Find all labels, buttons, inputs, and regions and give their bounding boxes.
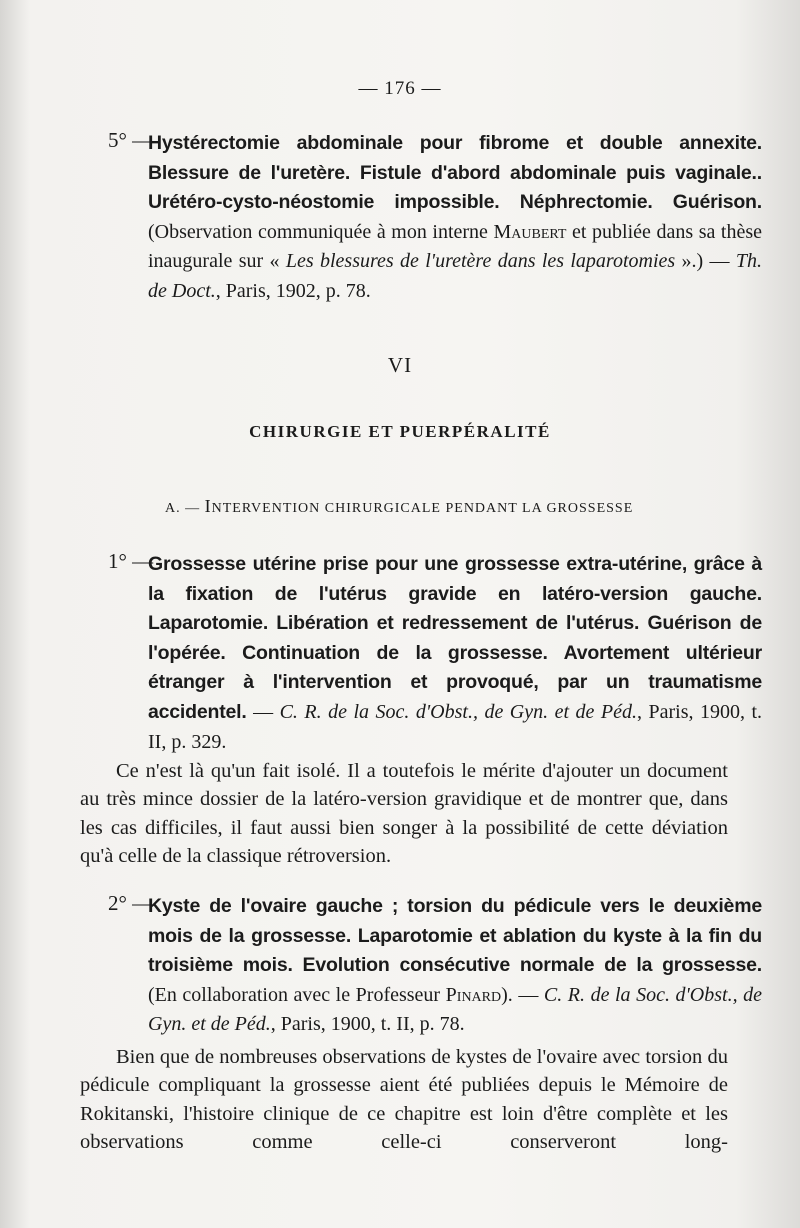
author-name: Maubert [493,220,567,243]
entry-body [148,549,762,756]
reference-text: ). — [501,983,539,1006]
reference-journal: C. R. de la Soc. d'Obst., de Gyn. et de Péd. [148,983,763,1036]
subsection-title [165,496,633,517]
entry-title: Hystérectomie abdominale pour fibrome et double annexite. Blessure de l'uretère. Fistule d'abord abdominale puis vaginale.. Urétéro-cysto-néostomie impossible. Néphrectomie. Guérison. [148,132,762,214]
reference-text: , Paris, 1900, t. II, p. 78. [270,1013,465,1036]
reference-text: (En collaboration avec le Professeur [148,983,441,1006]
reference-text: , Paris, 1900, t. II, p. 329. [148,700,763,753]
reference-text: , Paris, 1902, p. 78. [215,279,371,302]
reference-journal: Th. de Doct. [148,250,762,302]
reference-text: (Observation communiquée à mon interne [148,220,488,243]
author-name: Pinard [445,983,502,1006]
reference-text: — [246,700,280,723]
entry-5 [108,128,762,306]
reference-journal: C. R. de la Soc. d'Obst., de Gyn. et de Péd. [279,700,637,723]
entry-reference [148,221,762,302]
paragraph: Bien que de nombreuses observations de kystes de l'ovaire avec torsion du pédicule compliquant la grossesse aient été publiées depuis le Mémoire de Rokitanski, l'histoire clinique de ce chapitre est loin d'être complète et les observations comme celle-ci conserveront long- [80,1046,728,1154]
entry-reference [148,984,762,1036]
entry-title: Kyste de l'ovaire gauche ; torsion du pédicule vers le deuxième mois de la grossesse. Laparotomie et ablation du kyste à la fin du troisième mois. Evolution consécutive normale de la grossesse. [148,895,762,977]
section-number: VI [387,353,413,377]
entry-1 [108,549,762,756]
entry-number: 5° — [108,128,154,152]
entry-number: 1° — [108,549,154,573]
entry-2 [108,891,762,1039]
reference-title: Les blessures de l'uretère dans les laparotomies [285,250,676,273]
subsection-initial: I [204,496,212,516]
entry-title: Grossesse utérine prise pour une grossesse extra-utérine, grâce à la fixation de l'utérus gravide en latéro-version gauche. Laparotomie. Libération et redressement de l'utérus. Guérison de l'opérée. Continuation de la grossesse. Avortement ultérieur étranger à l'intervention et provoqué, par un traumatisme accidentel. [148,553,762,723]
page-number: — 176 — [358,78,442,99]
entry-number: 2° — [108,891,154,915]
section-title: CHIRURGIE ET PUERPÉRALITÉ [249,422,551,441]
subsection-text: NTERVENTION CHIRURGICALE PENDANT LA GROSSESSE [211,501,634,516]
entry-body [148,891,762,1039]
subsection-letter: A. — [165,501,201,516]
reference-text: et publiée dans sa thèse inaugurale sur « [148,220,763,273]
entry-body [148,128,762,306]
paragraph: Ce n'est là qu'un fait isolé. Il a toutefois le mérite d'ajouter un document au très mince dossier de la latéro-version gravidique et de montrer que, dans les cas difficiles, il faut aussi bien songer à la possibilité de cette déviation qu'à celle de la classique rétroversion. [80,760,728,868]
reference-text: ».) — [681,250,730,273]
